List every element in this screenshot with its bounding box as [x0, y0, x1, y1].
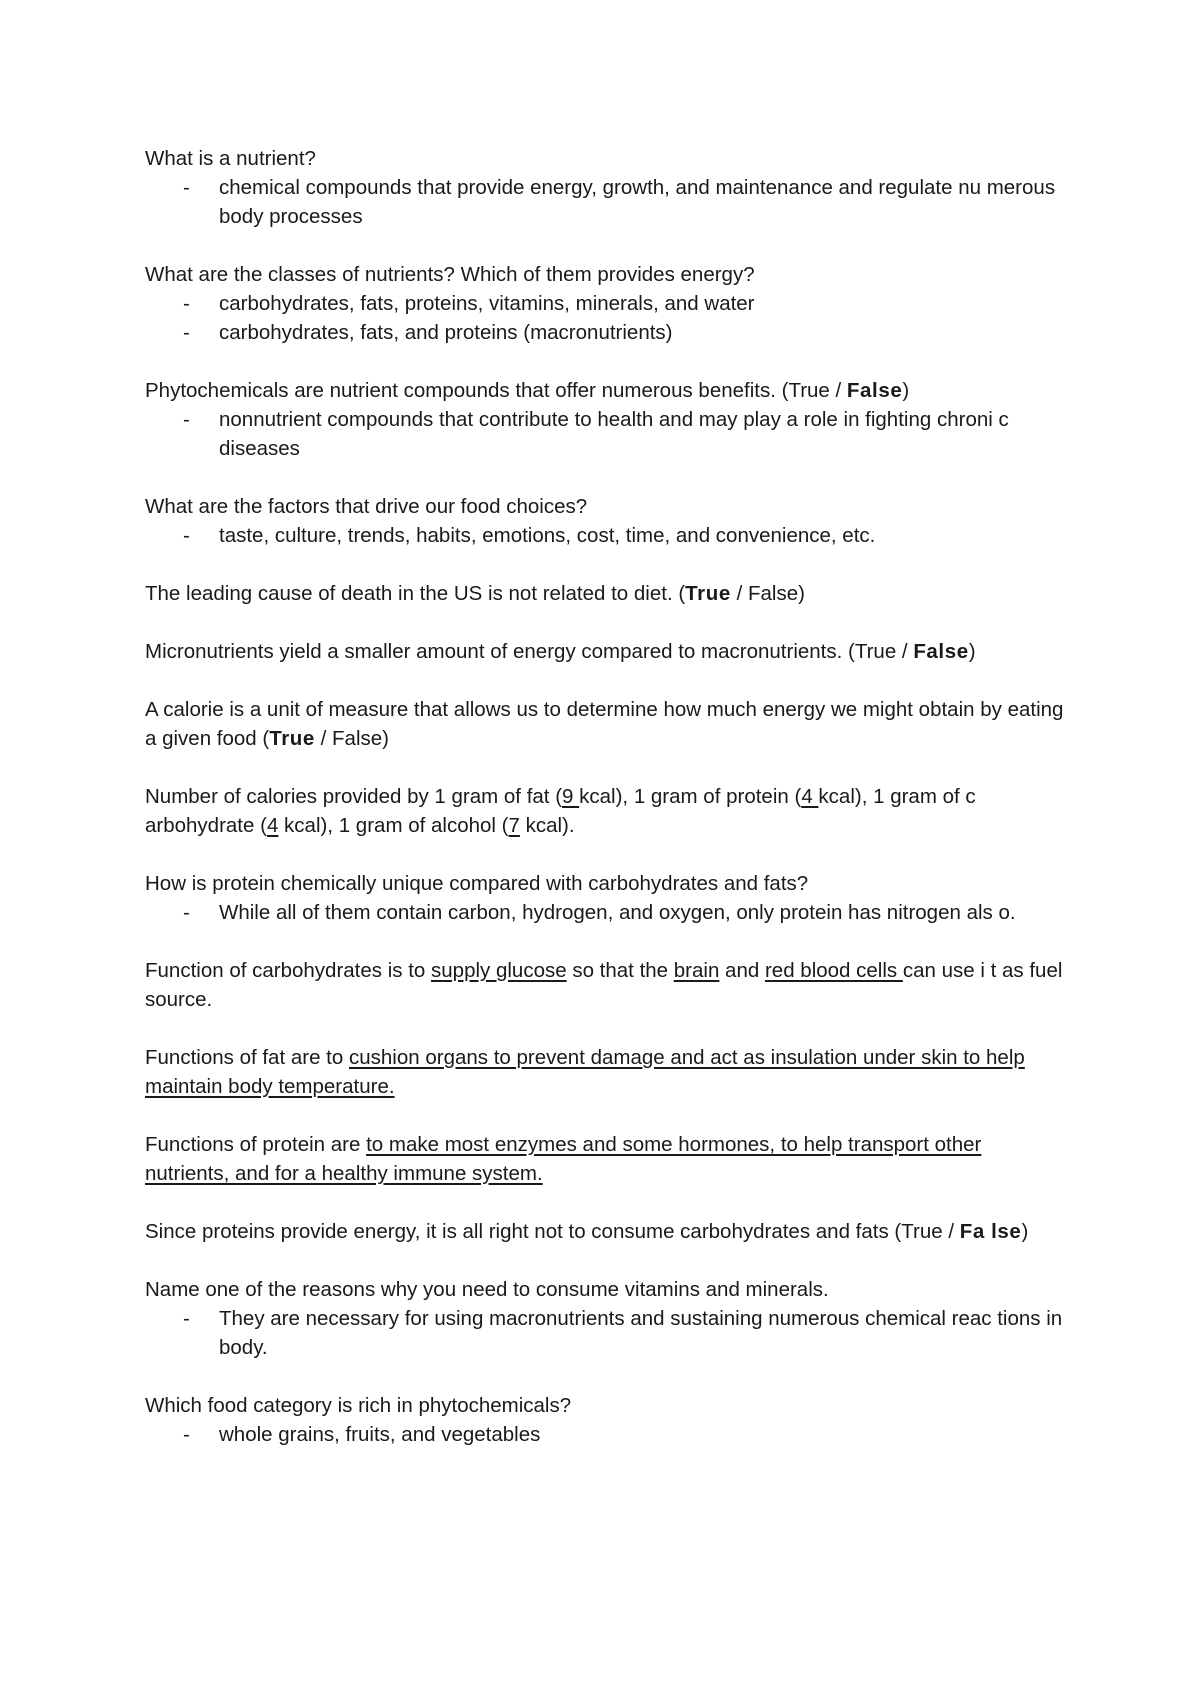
filled-blank: 7: [508, 814, 520, 837]
qa-micronutrients: Micronutrients yield a smaller amount of energy compared to macronutrients. (True / False): [145, 640, 976, 663]
qa-protein-function: Functions of protein are to make most enzymes and some hormones, to help transport other nutrients, and for a healthy immune system.: [145, 1133, 982, 1185]
qa-fat-function: Functions of fat are to cushion organs to prevent damage and act as insulation under skin to help maintain body temperature.: [145, 1046, 1025, 1098]
answer-item: - whole grains, fruits, and vegetables: [145, 1420, 1065, 1449]
question-text: What are the factors that drive our food choices?: [145, 495, 588, 518]
qa-calorie: A calorie is a unit of measure that allows us to determine how much energy we might obtain by eating a given food (True / False): [145, 698, 1064, 750]
filled-blank: 4: [801, 785, 819, 808]
qa-phytochemical-foods: [145, 1391, 1065, 1449]
question-text: Name one of the reasons why you need to consume vitamins and minerals.: [145, 1278, 829, 1301]
qa-classes: [145, 260, 1065, 347]
bold-answer: True: [269, 727, 315, 750]
answer-list: [145, 1304, 1065, 1362]
answer-item: - nonnutrient compounds that contribute to health and may play a role in fighting chroni c diseases: [145, 405, 1065, 463]
answer-item: - taste, culture, trends, habits, emotions, cost, time, and convenience, etc.: [145, 521, 1065, 550]
bold-answer: False: [846, 379, 903, 402]
qa-leading-cause: The leading cause of death in the US is not related to diet. (True / False): [145, 582, 805, 605]
qa-protein-unique: [145, 869, 1065, 927]
filled-blank: 4: [266, 814, 279, 837]
filled-blank: to make most enzymes and some hormones, to help transport other nutrients, and for a healthy immune system.: [145, 1133, 982, 1185]
bold-answer: True: [685, 582, 731, 605]
question-text: What is a nutrient?: [145, 147, 316, 170]
qa-nutrient: [145, 144, 1065, 231]
answer-list: [145, 405, 1065, 463]
filled-blank: red blood cells: [764, 959, 903, 982]
question-text: Phytochemicals are nutrient compounds that offer numerous benefits. (True / False): [145, 379, 910, 402]
filled-blank: 9: [562, 785, 580, 808]
answer-list: [145, 521, 1065, 550]
answer-item: - While all of them contain carbon, hydrogen, and oxygen, only protein has nitrogen als o.: [145, 898, 1065, 927]
answer-list: [145, 289, 1065, 347]
answer-item: - carbohydrates, fats, and proteins (macronutrients): [145, 318, 1065, 347]
bold-answer: False: [913, 640, 969, 663]
bold-answer: Fa lse: [959, 1220, 1022, 1243]
question-text: Which food category is rich in phytochemicals?: [145, 1394, 572, 1417]
answer-item: - They are necessary for using macronutrients and sustaining numerous chemical reac tions in body.: [145, 1304, 1065, 1362]
qa-food-choices: [145, 492, 1065, 550]
qa-vitamins-minerals: [145, 1275, 1065, 1362]
qa-proteins-energy: Since proteins provide energy, it is all right not to consume carbohydrates and fats (True / Fa lse): [145, 1220, 1029, 1243]
filled-blank: supply glucose: [431, 959, 567, 982]
qa-phytochemicals: [145, 376, 1065, 463]
document-body: [145, 144, 1065, 1478]
qa-carb-function: Function of carbohydrates is to supply glucose so that the brain and red blood cells can use i t as fuel source.: [145, 959, 1063, 1011]
answer-list: [145, 173, 1065, 231]
answer-item: - carbohydrates, fats, proteins, vitamins, minerals, and water: [145, 289, 1065, 318]
question-text: What are the classes of nutrients? Which of them provides energy?: [145, 263, 755, 286]
answer-list: [145, 898, 1065, 927]
qa-calories-per-gram: Number of calories provided by 1 gram of fat (9 kcal), 1 gram of protein (4 kcal), 1 gram of c arbohydrate (4 kcal), 1 gram of alcohol (7 kcal).: [145, 785, 976, 837]
filled-blank: brain: [673, 959, 720, 982]
filled-blank: cushion organs to prevent damage and act as insulation under skin to help maintain body temperature.: [145, 1046, 1025, 1098]
answer-item: - chemical compounds that provide energy, growth, and maintenance and regulate nu merous body processes: [145, 173, 1065, 231]
question-text: How is protein chemically unique compared with carbohydrates and fats?: [145, 872, 809, 895]
answer-list: [145, 1420, 1065, 1449]
